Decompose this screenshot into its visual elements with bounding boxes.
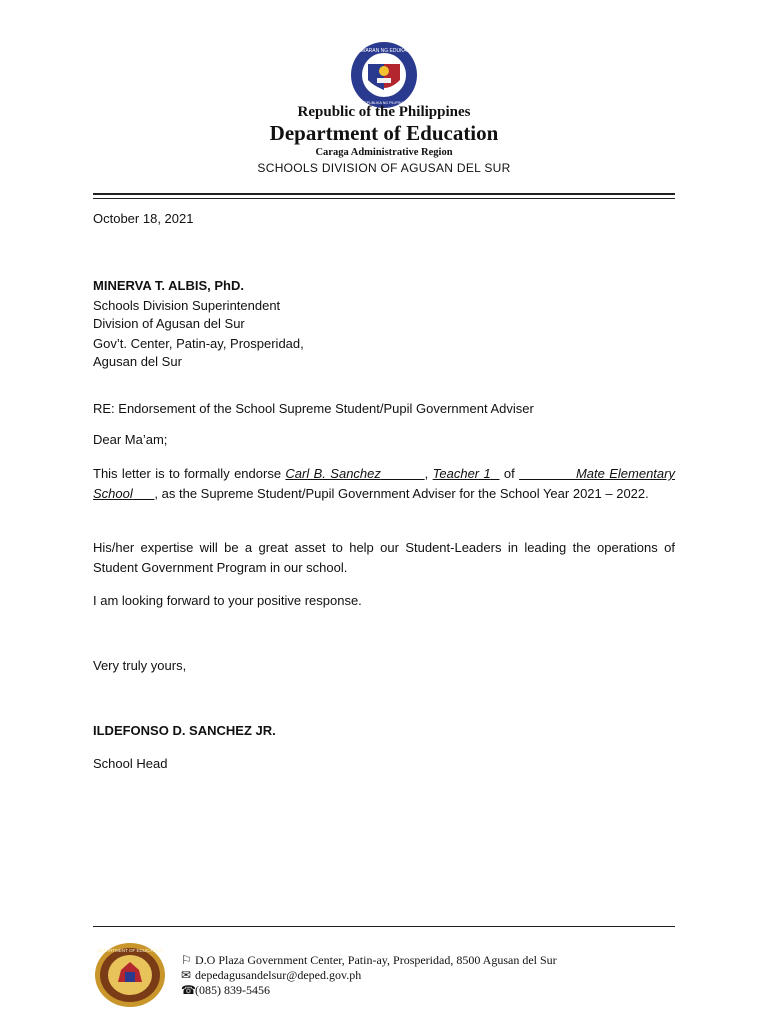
endorsed-teacher-position: Teacher 1 <box>432 466 491 481</box>
recipient-name: MINERVA T. ALBIS, PhD. <box>93 278 244 293</box>
school-blank-lead <box>519 466 576 481</box>
telephone-icon: ☎ <box>181 983 196 997</box>
header-divider-thick <box>93 193 675 195</box>
footer-address-line <box>181 952 557 968</box>
signatory-name: ILDEFONSO D. SANCHEZ JR. <box>93 723 276 738</box>
svg-text:REPUBLIKA NG PILIPINAS: REPUBLIKA NG PILIPINAS <box>361 101 407 105</box>
recipient-title: Schools Division Superintendent <box>93 298 281 313</box>
flag-icon: ⚐ <box>181 953 192 967</box>
footer-address: D.O Plaza Government Center, Patin-ay, Prosperidad, 8500 Agusan del Sur <box>195 953 557 967</box>
svg-text:KAGAWARAN NG EDUKASYON: KAGAWARAN NG EDUKASYON <box>347 48 421 54</box>
department-heading: Department of Education <box>269 121 499 145</box>
deped-seal-logo <box>344 40 424 110</box>
position-blank <box>491 466 500 481</box>
envelope-icon: ✉ <box>181 968 192 982</box>
paragraph-expertise: His/her expertise will be a great asset to help our Student-Leaders in leading the operations of Student Government Program in our school. <box>93 540 675 575</box>
subject-line: RE: Endorsement of the School Supreme Student/Pupil Government Adviser <box>93 401 534 416</box>
salutation: Dear Ma’am; <box>93 432 168 447</box>
region-heading: Caraga Administrative Region <box>315 147 453 158</box>
division-heading: SCHOOLS DIVISION OF AGUSAN DEL SUR <box>257 161 511 175</box>
recipient-block <box>93 276 675 372</box>
footer-phone: (085) 839-5456 <box>195 983 270 997</box>
division-seal-logo <box>93 942 167 1008</box>
republic-heading: Republic of the Philippines <box>297 104 471 120</box>
endorsed-teacher-name: Carl B. Sanchez <box>285 466 381 481</box>
footer-divider <box>93 926 675 927</box>
school-blank-trail <box>133 486 155 501</box>
paragraph-endorsement <box>93 464 675 504</box>
recipient-address-line2: Agusan del Sur <box>93 354 182 369</box>
header-divider-thin <box>93 198 675 199</box>
footer-email[interactable]: depedagusandelsur@deped.gov.ph <box>195 968 362 982</box>
footer-phone-line <box>181 982 270 998</box>
signatory-title: School Head <box>93 756 168 771</box>
endorsement-text-b: , <box>424 466 433 481</box>
letter-date: October 18, 2021 <box>93 211 194 226</box>
recipient-address-line1: Gov’t. Center, Patin-ay, Prosperidad, <box>93 336 304 351</box>
name-blank <box>381 466 425 481</box>
endorsement-text-c: of <box>499 466 520 481</box>
endorsement-text-a: This letter is to formally endorse <box>93 466 286 481</box>
svg-text:DEPARTMENT OF EDUCATION: DEPARTMENT OF EDUCATION <box>97 948 163 953</box>
school-name: Mate Elementary School <box>93 466 675 501</box>
paragraph-response: I am looking forward to your positive response. <box>93 593 362 608</box>
closing: Very truly yours, <box>93 658 187 673</box>
footer-email-line <box>181 967 361 983</box>
recipient-office: Division of Agusan del Sur <box>93 316 245 331</box>
endorsement-text-d: , as the Supreme Student/Pupil Government Adviser for the School Year 2021 – 2022. <box>154 486 649 501</box>
